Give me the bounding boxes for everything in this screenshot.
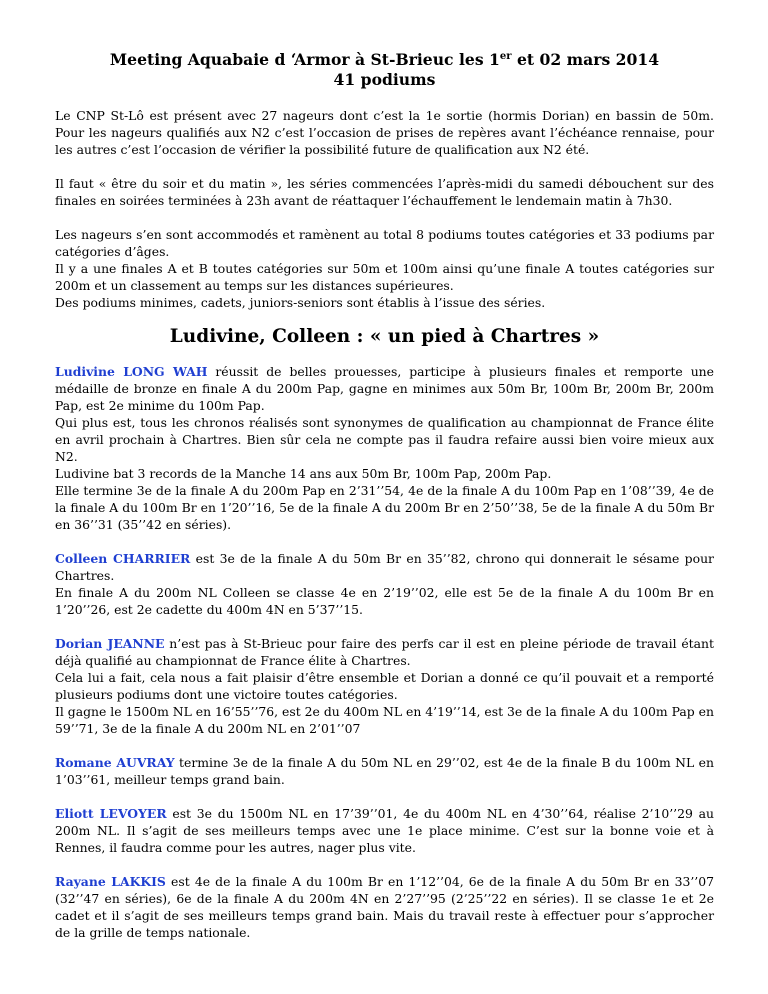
swimmer-name: Eliott LEVOYER [55, 806, 167, 821]
swimmer-paragraph-rayane: Rayane LAKKIS est 4e de la finale A du 100m Br en 1’12’’04, 6e de la finale A du 50m Br en 33’’07 (32’’47 en séries), 6e de la finale A du 200m 4N en 2’27’’95 (2’25’’22 en séries). Il se classe 1e et 2e cadet et il s’agit de ses meilleurs temps grand bain. Mais du travail reste à effectuer pour s’approcher de la grille de temps nationale. [55, 874, 714, 940]
swimmer-name: Colleen CHARRIER [55, 551, 191, 566]
intro-paragraph-3: Les nageurs s’en sont accommodés et ramènent au total 8 podiums toutes catégories et 33 podiums par catégories d’âges. Il y a une finales A et B toutes catégories sur 50m et 100m ainsi qu’une finale A toutes catégories sur 200m et un classement au temps sur les distances supérieures. Des podiums minimes, cadets, juniors-seniors sont établis à l’issue des séries. [55, 227, 714, 310]
swimmer-name: Rayane LAKKIS [55, 874, 166, 889]
section-title: Ludivine, Colleen : « un pied à Chartres » [169, 326, 600, 347]
intro-paragraph-2: Il faut « être du soir et du matin », les séries commencées l’après-midi du samedi débouchent sur des finales en soirées terminées à 23h avant de réattaquer l’échauffement le lendemain matin à 7h30. [55, 176, 714, 208]
swimmer-paragraph-colleen: Colleen CHARRIER est 3e de la finale A du 50m Br en 35’’82, chrono qui donnerait le sésame pour Chartres. En finale A du 200m NL Colleen se classe 4e en 2’19’’02, elle est 5e de la finale A du 100m Br en 1’20’’26, est 2e cadette du 400m 4N en 5’37’’15. [55, 551, 714, 617]
swimmer-paragraph-ludivine: Ludivine LONG WAH réussit de belles prouesses, participe à plusieurs finales et remporte une médaille de bronze en finale A du 200m Pap, gagne en minimes aux 50m Br, 100m Br, 200m Br, 200m Pap, est 2e minime du 100m Pap. Qui plus est, tous les chronos réalisés sont synonymes de qualification au championnat de France élite en avril prochain à Chartres. Bien sûr cela ne compte pas il faudra refaire aussi bien voire mieux aux N2. Ludivine bat 3 records de la Manche 14 ans aux 50m Br, 100m Pap, 200m Pap. Elle termine 3e de la finale A du 200m Pap en 2’31’’54, 4e de la finale A du 100m Pap en 1’08’’39, 4e de la finale A du 100m Br en 1’20’’16, 5e de la finale A du 200m Br en 2’50’’38, 5e de la finale A du 50m Br en 36’’31 (35’’42 en séries). [55, 364, 714, 532]
swimmer-name: Ludivine LONG WAH [55, 364, 208, 379]
document-subtitle: 41 podiums [333, 70, 436, 89]
intro-paragraph-1: Le CNP St-Lô est présent avec 27 nageurs dont c’est la 1e sortie (hormis Dorian) en bassin de 50m. Pour les nageurs qualifiés aux N2 c’est l’occasion de prises de repères avant l’échéance rennaise, pour les autres c’est l’occasion de vérifier la possibilité future de qualification aux N2 été. [55, 108, 714, 157]
swimmer-paragraph-romane: Romane AUVRAY termine 3e de la finale A du 50m NL en 29’’02, est 4e de la finale B du 100m NL en 1’03’’61, meilleur temps grand bain. [55, 755, 714, 787]
swimmer-paragraph-eliott: Eliott LEVOYER est 3e du 1500m NL en 17’39’’01, 4e du 400m NL en 4’30’’64, réalise 2’10’’29 au 200m NL. Il s’agit de ses meilleurs temps avec une 1e place minime. C’est sur la bonne voie et à Rennes, il faudra comme pour les autres, nager plus vite. [55, 806, 714, 855]
swimmer-name: Dorian JEANNE [55, 636, 165, 651]
swimmer-paragraph-dorian: Dorian JEANNE n’est pas à St-Brieuc pour faire des perfs car il est en pleine période de travail étant déjà qualifié au championnat de France élite à Chartres. Cela lui a fait, cela nous a fait plaisir d’être ensemble et Dorian a donné ce qu’il pouvait et a remporté plusieurs podiums dont une victoire toutes catégories. Il gagne le 1500m NL en 16’55’’76, est 2e du 400m NL en 4’19’’14, est 3e de la finale A du 100m Pap en 59’’71, 3e de la finale A du 200m NL en 2’01’’07 [55, 636, 714, 736]
swimmer-name: Romane AUVRAY [55, 755, 175, 770]
document-title: Meeting Aquabaie d ‘Armor à St-Brieuc les 1er et 02 mars 2014 [109, 50, 660, 69]
